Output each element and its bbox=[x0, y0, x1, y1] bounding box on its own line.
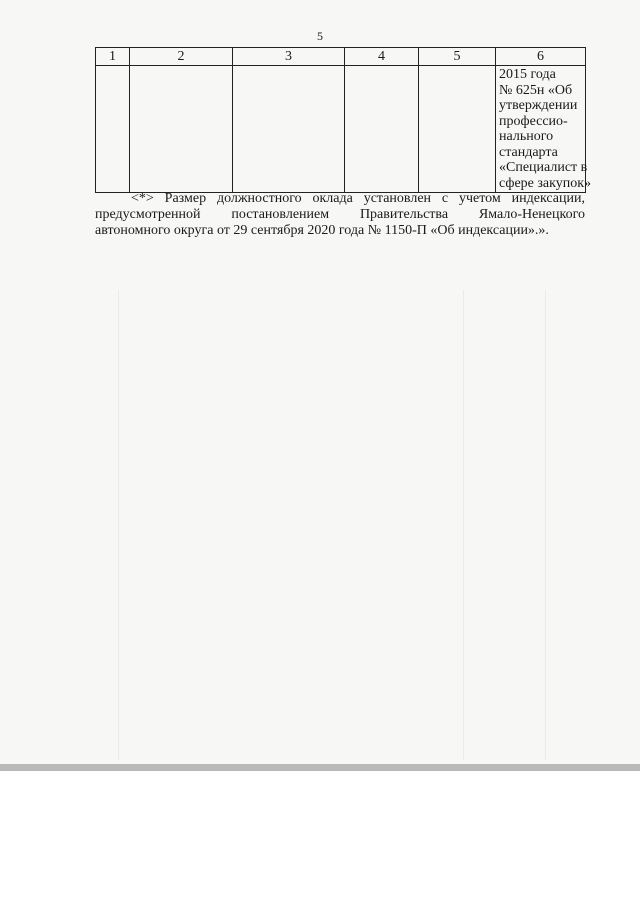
page-number: 5 bbox=[317, 29, 323, 43]
cell-6-line: № 625н «Об bbox=[499, 82, 573, 98]
scan-border bbox=[0, 764, 640, 771]
column-header-5: 5 bbox=[419, 48, 496, 66]
footnote-line: автономного округа от 29 сентября 2020 года № 1150-П «Об индексации».». bbox=[95, 223, 549, 238]
table-cell-2 bbox=[130, 66, 233, 193]
column-header-6: 6 bbox=[496, 48, 586, 66]
cell-6-line: сфере закупок» bbox=[499, 175, 592, 191]
column-header-3: 3 bbox=[233, 48, 345, 66]
table-cell-5 bbox=[419, 66, 496, 193]
table-cell-3 bbox=[233, 66, 345, 193]
column-header-4: 4 bbox=[345, 48, 419, 66]
cell-6-line: профессио- bbox=[499, 113, 568, 129]
scan-artifact-line bbox=[545, 290, 546, 760]
cell-6-line: стандарта bbox=[499, 144, 558, 160]
column-header-2: 2 bbox=[130, 48, 233, 66]
cell-6-line: «Специалист в bbox=[499, 160, 588, 175]
table-cell-1 bbox=[96, 66, 130, 193]
table-cell-4 bbox=[345, 66, 419, 193]
footnote-line: <*> Размер должностного оклада установлен с учетом индексации, bbox=[131, 191, 585, 206]
column-header-1: 1 bbox=[96, 48, 130, 66]
footnote-line: предусмотренной постановлением Правительства Ямало-Ненецкого bbox=[95, 207, 585, 222]
cell-6-line: 2015 года bbox=[499, 67, 556, 82]
table-row bbox=[96, 66, 586, 193]
document-table bbox=[95, 47, 592, 193]
scan-artifact-line bbox=[118, 290, 119, 760]
scan-artifact-line bbox=[463, 290, 464, 760]
cell-6-line: утверждении bbox=[499, 98, 578, 113]
cell-6-line: нального bbox=[499, 129, 554, 144]
footnote bbox=[95, 191, 585, 239]
table-header-row bbox=[96, 48, 586, 66]
table-cell-6 bbox=[496, 66, 592, 193]
